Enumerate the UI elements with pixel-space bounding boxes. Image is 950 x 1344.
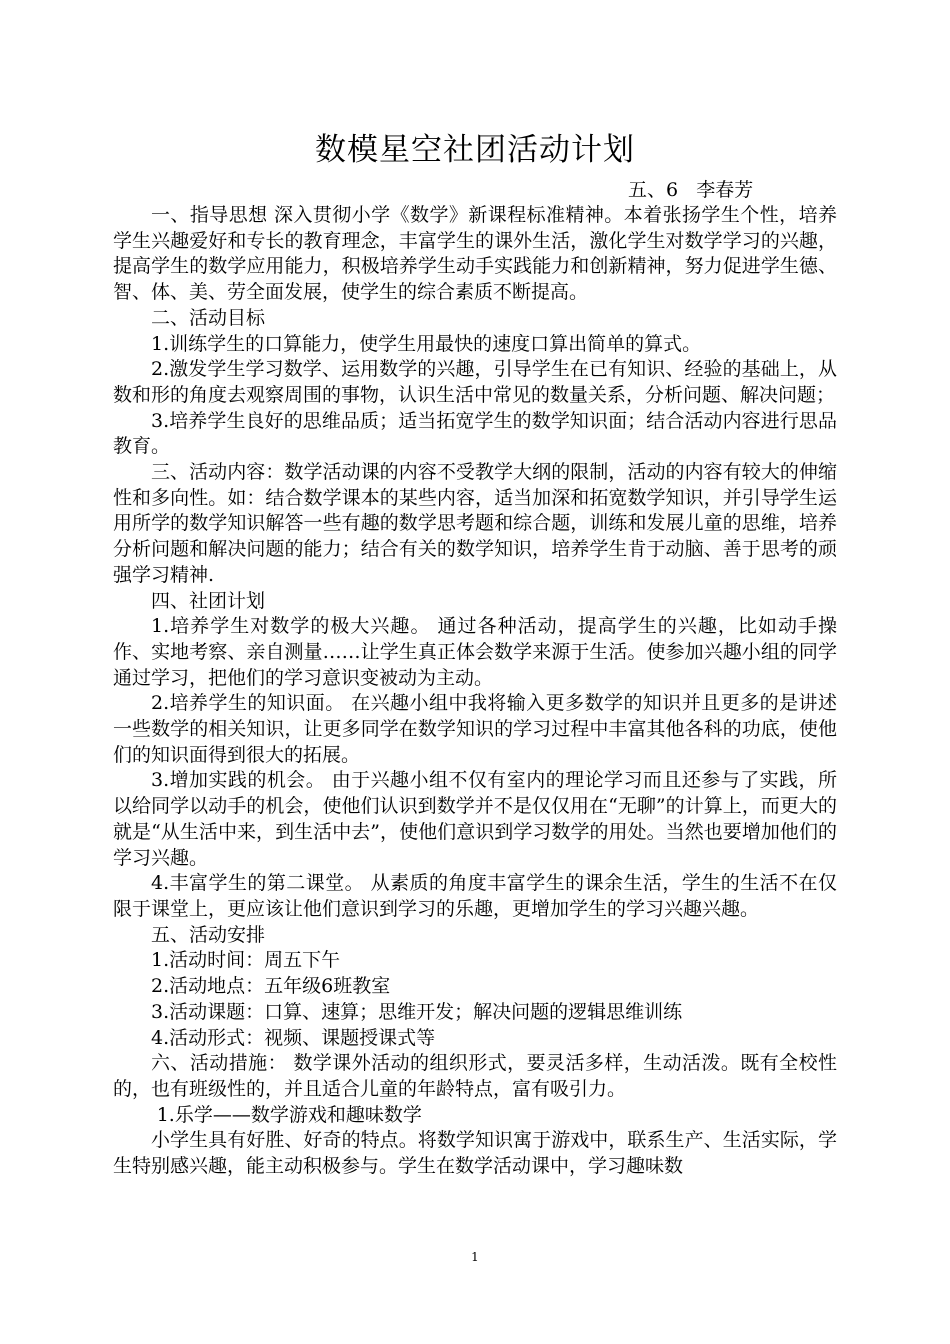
measure-subheading: 1.乐学——数学游戏和趣味数学 (156, 1103, 422, 1126)
goal-item: 2.激发学生学习数学、运用数学的兴趣，引导学生在已有知识、经验的基础上，从数和形的角度去观察周围的事物，认识生活中常见的数量关系，分析问题、解决问题； (113, 358, 837, 406)
plan-item: 4.丰富学生的第二课堂。 从素质的角度丰富学生的课余生活，学生的生活不在仅限于课堂上，更应该让他们意识到学习的乐趣，更增加学生的学习兴趣兴趣。 (113, 872, 837, 920)
section-activity-content: 三、活动内容：数学活动课的内容不受教学大纲的限制，活动的内容有较大的伸缩性和多向性。如：结合数学课本的某些内容，适当加深和拓宽数学知识，并引导学生运用所学的数学知识解答一些有趣的数学思考题和综合题，训练和发展儿童的思维，培养分析问题和解决问题的能力；结合有关的数学知识，培养学生肯于动脑、善于思考的顽强学习精神. (113, 461, 837, 586)
section-heading-goals: 二、活动目标 (151, 306, 266, 329)
arrangement-item: 1.活动时间：周五下午 (151, 949, 341, 972)
arrangement-item: 4.活动形式：视频、课题授课式等 (151, 1026, 436, 1049)
goal-item: 3.培养学生良好的思维品质；适当拓宽学生的数学知识面；结合活动内容进行思品教育。 (113, 409, 837, 458)
section-measures: 六、活动措施： 数学课外活动的组织形式，要灵活多样，生动活泼。既有全校性的，也有班级性的，并且适合儿童的年龄特点，富有吸引力。 (113, 1052, 837, 1100)
section-heading-club-plan: 四、社团计划 (151, 589, 266, 612)
goal-item: 1.训练学生的口算能力，使学生用最快的速度口算出简单的算式。 (151, 332, 702, 355)
author-line: 五、6 李春芳 (628, 179, 754, 201)
arrangement-item: 2.活动地点：五年级6班教室 (151, 975, 391, 998)
document-title: 数模星空社团活动计划 (315, 132, 635, 168)
section-guiding-thought: 一、指导思想 深入贯彻小学《数学》新课程标准精神。本着张扬学生个性，培养学生兴趣爱好和专长的教育理念，丰富学生的课外生活，激化学生对数学学习的兴趣，提高学生的数学应用能力，积极培养学生动手实践能力和创新精神，努力促进学生德、智、体、美、劳全面发展，使学生的综合素质不断提高。 (113, 204, 837, 304)
measure-paragraph: 小学生具有好胜、好奇的特点。将数学知识寓于游戏中，联系生产、生活实际，学生特别感兴趣，能主动积极参与。学生在数学活动课中，学习趣味数 (113, 1129, 837, 1178)
section-heading-arrangement: 五、活动安排 (151, 923, 266, 946)
arrangement-item: 3.活动课题：口算、速算；思维开发；解决问题的逻辑思维训练 (151, 1000, 683, 1023)
document-body (113, 203, 837, 1180)
plan-item: 1.培养学生对数学的极大兴趣。 通过各种活动，提高学生的兴趣，比如动手操作、实地考察、亲自测量……让学生真正体会数学来源于生活。使参加兴趣小组的同学通过学习，把他们的学习意识变被动为主动。 (113, 615, 837, 689)
plan-item: 3.增加实践的机会。 由于兴趣小组不仅有室内的理论学习而且还参与了实践，所以给同学以动手的机会，使他们认识到数学并不是仅仅用在“无聊”的计算上，而更大的就是“从生活中来，到生活中去”，使他们意识到学习数学的用处。当然也要增加他们的学习兴趣。 (113, 769, 837, 869)
page-number: 1 (471, 1250, 479, 1264)
plan-item: 2.培养学生的知识面。 在兴趣小组中我将输入更多数学的知识并且更多的是讲述一些数学的相关知识，让更多同学在数学知识的学习过程中丰富其他各科的功底，使他们的知识面得到很大的拓展。 (113, 692, 837, 766)
